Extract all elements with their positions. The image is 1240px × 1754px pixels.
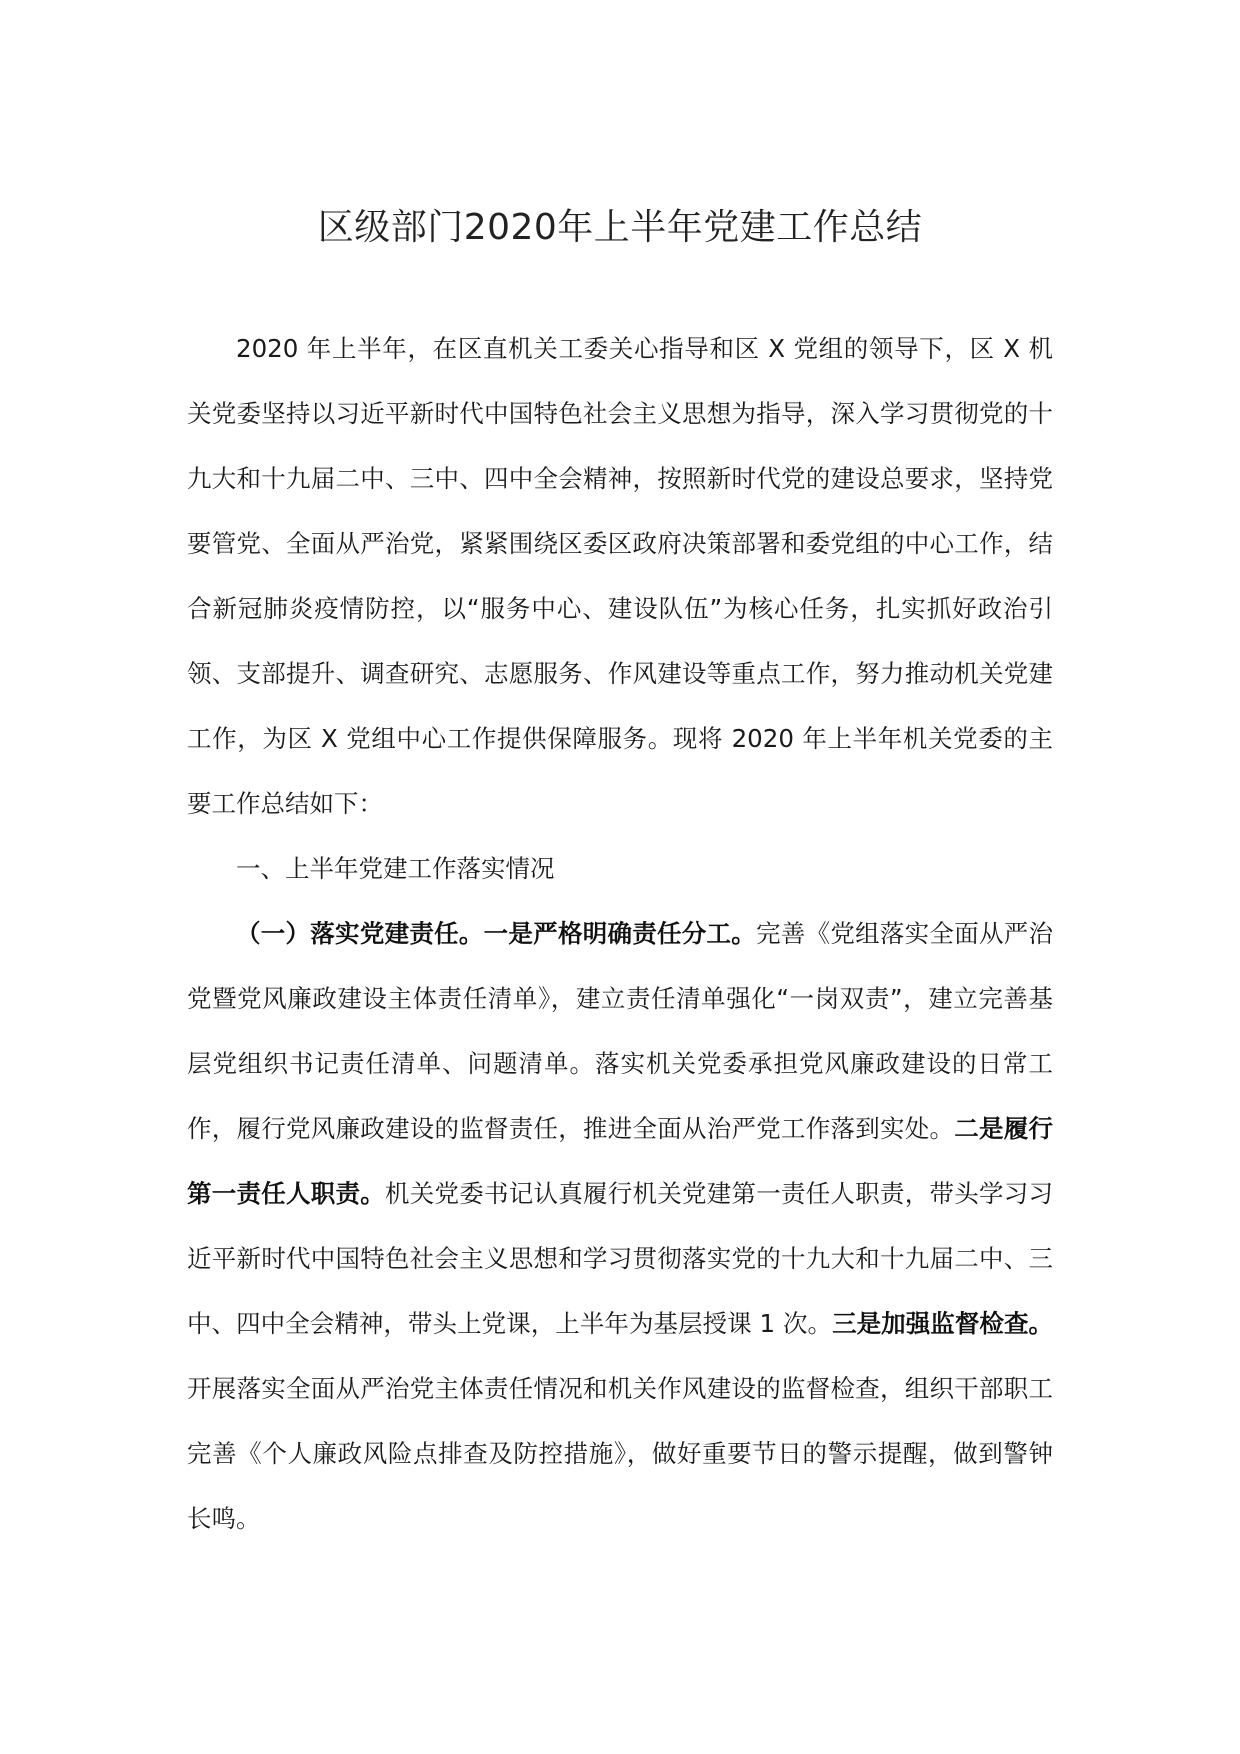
intro-paragraph: 2020 年上半年，在区直机关工委关心指导和区 X 党组的领导下，区 X 机关党委坚持以习近平新时代中国特色社会主义思想为指导，深入学习贯彻党的十九大和十九届二中、三中、四中全会精神，按照新时代党的建设总要求，坚持党要管党、全面从严治党，紧紧围绕区委区政府决策部署和委党组的中心工作，结合新冠肺炎疫情防控，以“服务中心、建设队伍”为核心任务，扎实抓好政治引领、支部提升、调查研究、志愿服务、作风建设等重点工作，努力推动机关党建工作，为区 X 党组中心工作提供保障服务。现将 2020 年上半年机关党委的主要工作总结如下： [187, 334, 1053, 818]
subsection-lead: （一）落实党建责任。 [236, 919, 484, 948]
document-body [187, 316, 1053, 1551]
subsection-paragraph [187, 901, 1053, 1551]
point-title: 一是严格明确责任分工。 [483, 919, 757, 948]
point-title: 三是加强监督检查。 [832, 1309, 1053, 1338]
document-title: 区级部门2020年上半年党建工作总结 [317, 207, 923, 248]
point-text: 完善《党组落实全面从严治党暨党风廉政建设主体责任清单》，建立责任清单强化“一岗双责”，建立完善基层党组织书记责任清单、问题清单。落实机关党委承担党风廉政建设的日常工作，履行党风廉政建设的监督责任，推进全面从治严党工作落到实处。 [187, 919, 1053, 1143]
point-text: 开展落实全面从严治党主体责任情况和机关作风建设的监督检查，组织干部职工完善《个人廉政风险点排查及防控措施》，做好重要节日的警示提醒，做到警钟长鸣。 [187, 1374, 1053, 1533]
section-heading: 一、上半年党建工作落实情况 [236, 854, 555, 883]
point-title: 二是履行第一责任人职责。 [187, 1114, 1053, 1208]
point-text: 机关党委书记认真履行机关党建第一责任人职责，带头学习习近平新时代中国特色社会主义思想和学习贯彻落实党的十九大和十九届二中、三中、四中全会精神，带头上党课，上半年为基层授课 1 次。 [187, 1179, 1053, 1338]
